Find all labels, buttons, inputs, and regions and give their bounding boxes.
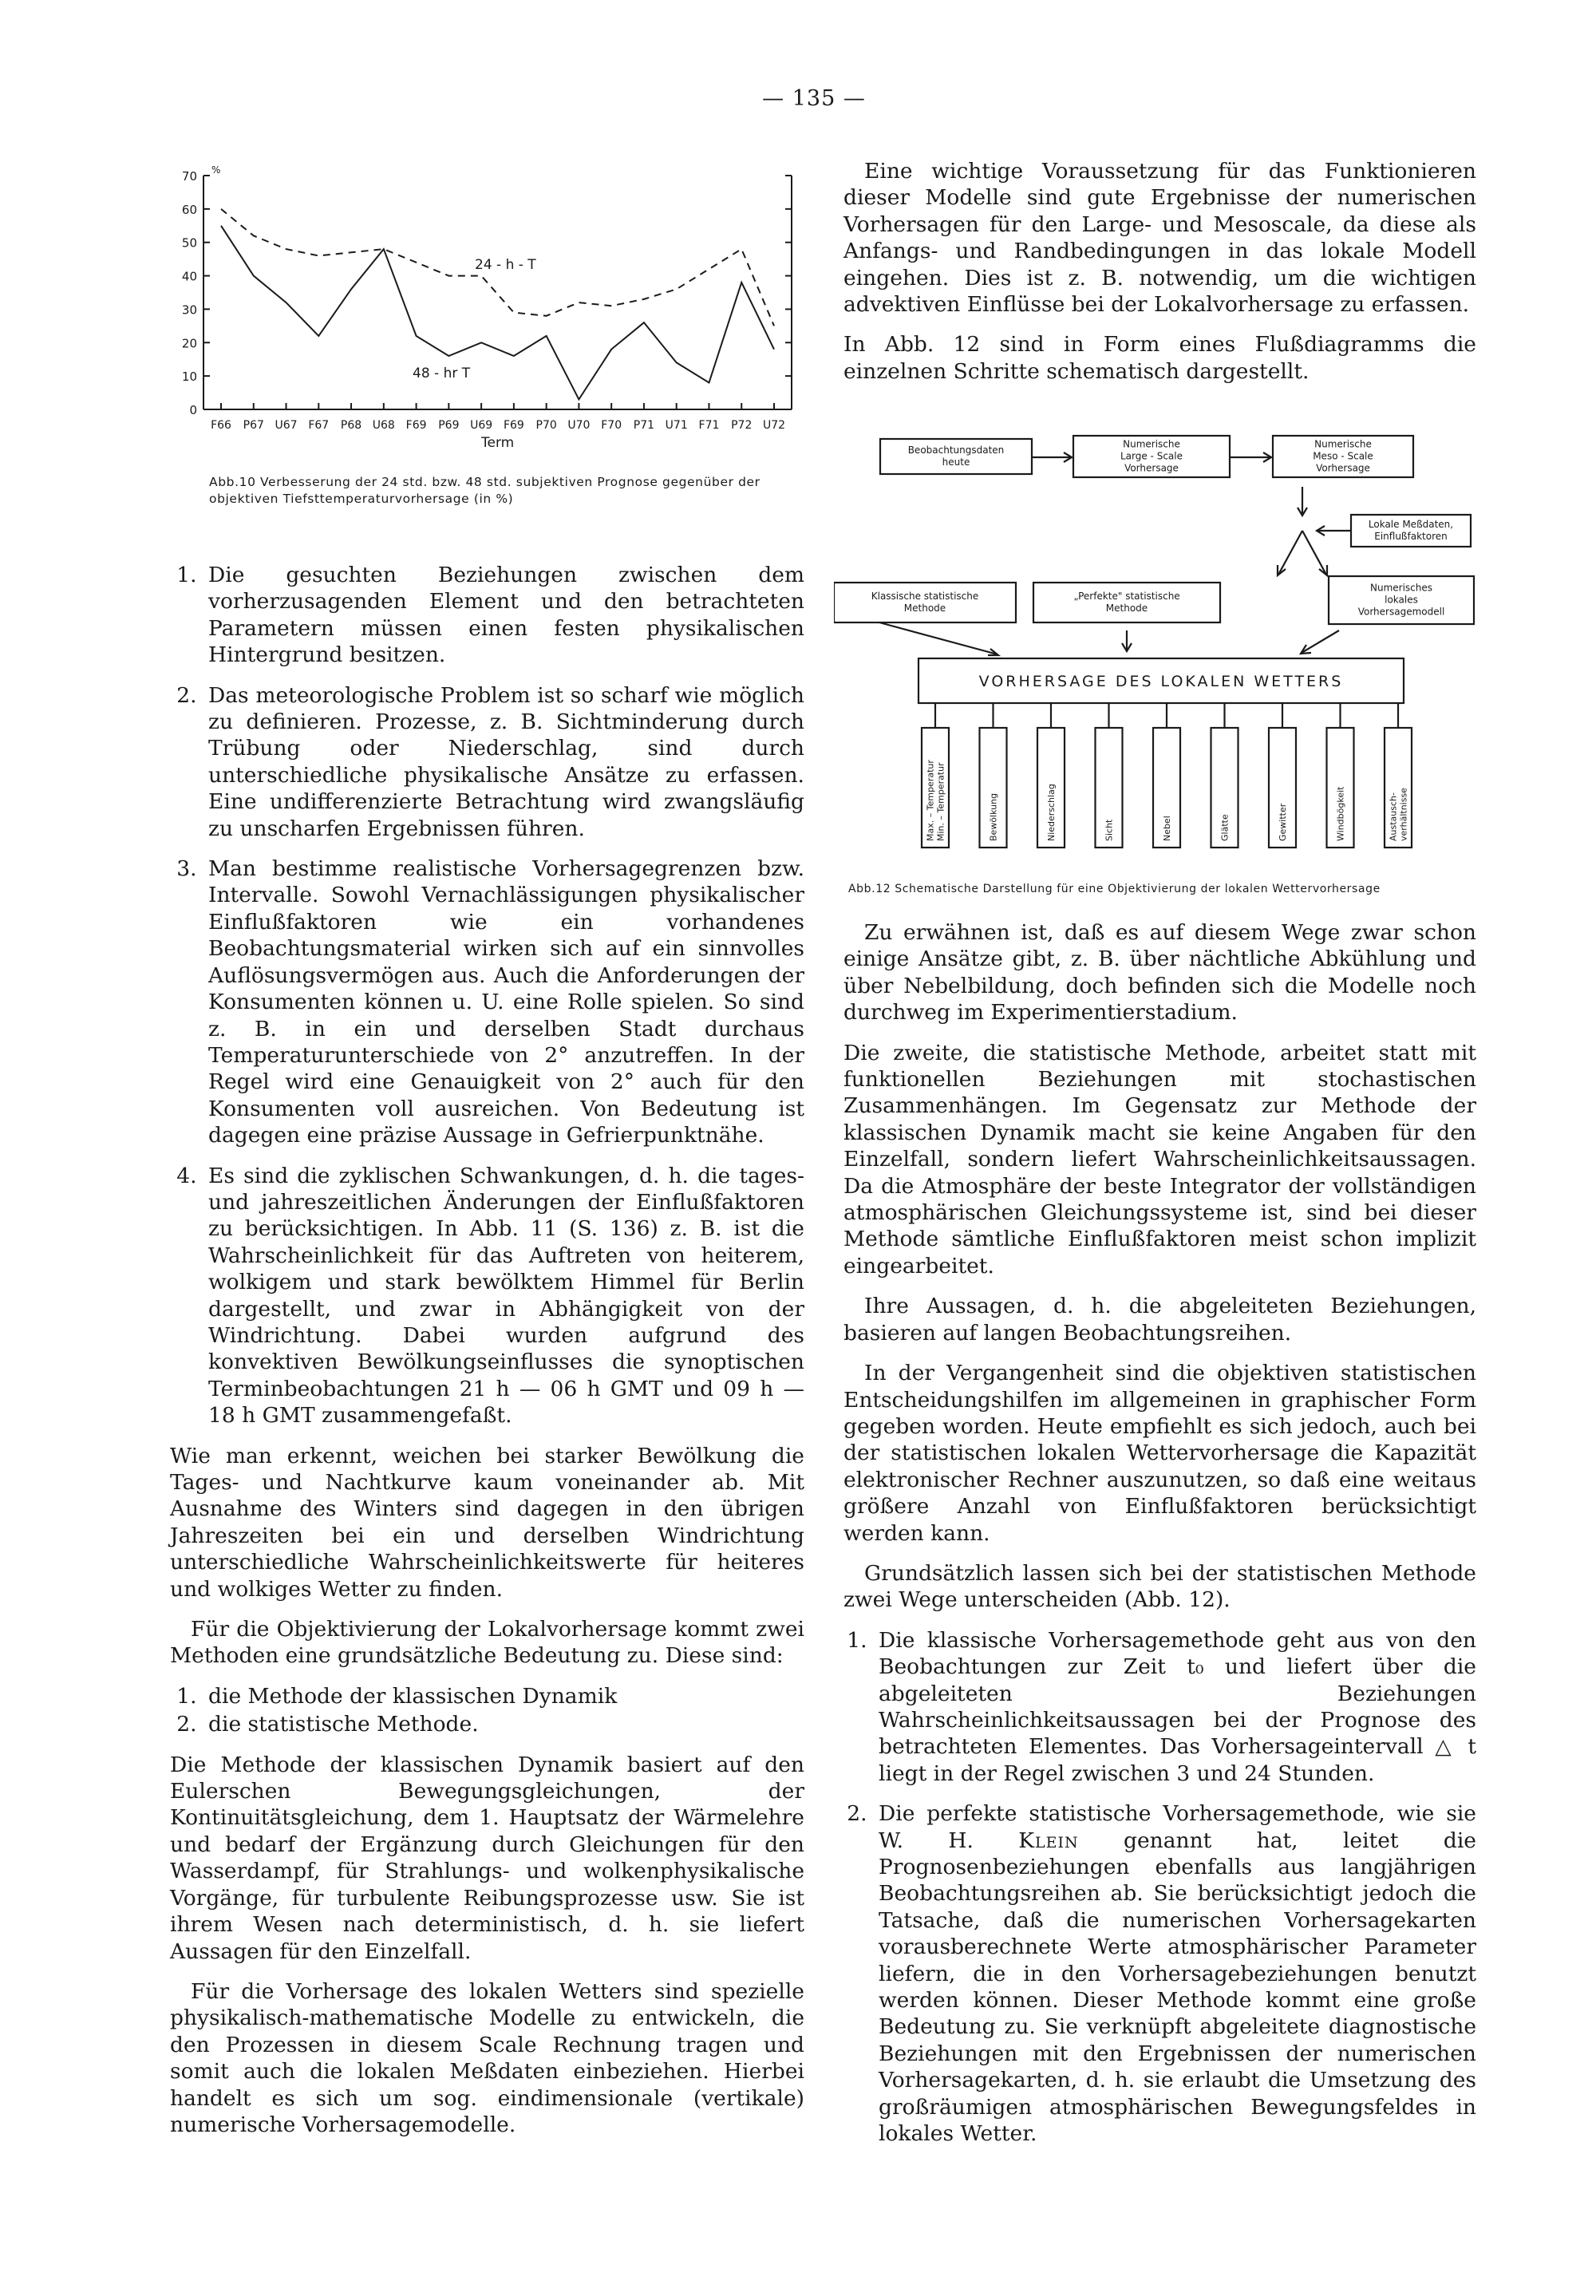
x-tick-label: U71: [665, 419, 688, 432]
box-numerisches-modell-label: Vorhersagemodell: [1357, 606, 1445, 618]
element-label: Gewitter: [1278, 803, 1288, 841]
author-name: Klein: [1018, 1828, 1079, 1853]
element-label: Min. – Temperatur: [935, 762, 946, 841]
series-line: [221, 226, 774, 400]
box-beobachtungsdaten-label: Beobachtungsdaten: [907, 445, 1005, 456]
element-box: [980, 703, 1007, 848]
box-numerisches-modell-label: Numerisches: [1369, 582, 1433, 594]
x-tick-label: F70: [601, 419, 622, 432]
y-tick-label: 30: [181, 302, 197, 318]
x-tick-label: U68: [372, 419, 395, 432]
box-klassische-methode-label: Klassische statistische: [871, 591, 979, 602]
box-large-scale-label: Vorhersage: [1124, 462, 1179, 474]
x-tick-label: U67: [275, 419, 298, 432]
element-label: Windbögkeit: [1335, 786, 1346, 841]
y-unit-mark: %: [211, 164, 221, 176]
element-label: Nebel: [1162, 816, 1172, 841]
x-tick-label: F69: [405, 419, 427, 432]
x-tick-label: P67: [243, 419, 264, 432]
x-tick-label: F71: [698, 419, 720, 432]
element-label: Glätte: [1219, 814, 1231, 841]
box-perfekte-methode-label: „Perfekte" statistische: [1073, 591, 1180, 602]
x-tick-label: U72: [762, 419, 786, 432]
paragraph: Zu erwähnen ist, daß es auf diesem Wege zwar schon einige Ansätze gibt, z. B. über nächtliche Abkühlung und über Nebelbildung, doch befinden sich die Modelle noch durchweg im Experimentierstadium.: [843, 920, 1476, 1025]
y-tick-label: 20: [181, 336, 197, 351]
box-meso-scale: [1273, 436, 1413, 477]
list-item: 1. Die klassische Vorhersagemethode geht aus von den Beobachtungen zur Zeit t₀ und liefert über die abgeleiteten Beziehungen Wahrscheinlichkeitsaussagen bei der Prognose des betrachteten Elementes. Das Vorhersageintervall △ t liegt in der Regel zwischen 3 und 24 Stunden.: [874, 1627, 1476, 1787]
figure-10-chart: [156, 164, 818, 459]
x-tick-label: P71: [633, 419, 655, 432]
methods-list: [170, 1683, 804, 1738]
element-label: Austausch-: [1388, 792, 1399, 841]
x-axis-label: Term: [481, 435, 515, 451]
element-box: [1385, 703, 1412, 848]
flow-arrows: [879, 452, 1350, 655]
series-label-48h: 48 - hr T: [413, 366, 471, 381]
list-item: 4. Es sind die zyklischen Schwankungen, d. h. die tages- und jahreszeitlichen Änderungen der Einflußfaktoren zu berücksichtigen. In Abb. 11 (S. 136) z. B. ist die Wahrscheinlichkeit für das Auftreten von heiterem, wolkigem und stark bewölktem Himmel für Berlin dargestellt, und zwar in Abhängigkeit von der Windrichtung. Dabei wurden aufgrund des konvektiven Bewölkungseinflusses die synoptischen Terminbeobachtungen 21 h — 06 h GMT und 09 h — 18 h GMT zusammengefaßt.: [203, 1163, 804, 1429]
y-tick-label: 70: [181, 169, 197, 184]
left-column: [170, 562, 804, 2152]
box-meso-scale-label: Meso - Scale: [1313, 450, 1373, 462]
x-tick-label: P68: [340, 419, 362, 432]
box-lokale-messdaten-label: Einflußfaktoren: [1374, 531, 1448, 542]
box-meso-scale-label: Numerische: [1314, 438, 1372, 450]
right-column-top: [843, 158, 1476, 398]
paragraph: Eine wichtige Voraussetzung für das Funktionieren dieser Modelle sind gute Ergebnisse der numerischen Vorhersagen für den Large- und Mesoscale, da diese als Anfangs- und Randbedingungen in das lokale Modell eingehen. Dies ist z. B. notwendig, um die wichtigen advektiven Einflüsse bei der Lokalvorhersage zu erfassen.: [843, 159, 1476, 318]
x-tick-label: U70: [567, 419, 591, 432]
box-beobachtungsdaten-label: heute: [942, 456, 970, 468]
element-box: [1037, 703, 1065, 848]
x-tick-label: P72: [731, 419, 753, 432]
box-vorhersage-lokalen-wetters: [918, 658, 1404, 703]
element-label: Niederschlag: [1046, 784, 1057, 841]
x-tick-label: F67: [308, 419, 330, 432]
element-label: verhältnisse: [1398, 788, 1409, 841]
main-box-label: VORHERSAGE DES LOKALEN WETTERS: [978, 673, 1344, 690]
series-label-24h: 24 - h - T: [475, 257, 536, 273]
x-tick-label: F66: [211, 419, 231, 432]
element-box: [1153, 703, 1180, 848]
y-tick-label: 60: [181, 202, 197, 217]
paragraph: Die zweite, die statistische Methode, arbeitet statt mit funktionellen Beziehungen mit stochastischen Zusammenhängen. Im Gegensatz zur Methode der klassischen Dynamik macht sie keine Angaben für den Einzelfall, sondern liefert Wahrscheinlichkeitsaussagen. Da die Atmosphäre der beste Integrator der vollständigen atmosphärischen Gleichungssysteme ist, sind bei dieser Methode sämtliche Einflußfaktoren meist schon implizit eingearbeitet.: [843, 1040, 1476, 1278]
list-item: 1. Die gesuchten Beziehungen zwischen dem vorherzusagenden Element und den betrachteten Parametern müssen einen festen physikalischen Hintergrund besitzen.: [203, 562, 804, 669]
statistical-methods-list: [843, 1627, 1476, 2148]
x-tick-label: P69: [438, 419, 460, 432]
box-beobachtungsdaten: [880, 439, 1032, 474]
paragraph: Grundsätzlich lassen sich bei der statistischen Methode zwei Wege unterscheiden (Abb. 12).: [843, 1560, 1476, 1613]
element-box: [1211, 703, 1238, 848]
box-lokale-messdaten: [1351, 515, 1471, 547]
element-box: [1269, 703, 1296, 848]
box-perfekte-methode: [1033, 583, 1220, 622]
box-large-scale: [1073, 436, 1230, 477]
figure-12-flow-diagram: [834, 423, 1492, 878]
paragraph: Für die Objektivierung der Lokalvorhersage kommt zwei Methoden eine grundsätzliche Bedeutung zu. Diese sind:: [170, 1617, 804, 1669]
paragraph: In Abb. 12 sind in Form eines Flußdiagramms die einzelnen Schritte schematisch dargestellt.: [843, 332, 1476, 384]
element-label: Bewölkung: [988, 792, 999, 841]
list-item: 2. die statistische Methode.: [203, 1711, 804, 1737]
figure-10-caption: Abb.10 Verbesserung der 24 std. bzw. 48 std. subjektiven Prognose gegenüber der objektiven Tiefsttemperaturvorhersage (in %): [209, 475, 760, 506]
element-box: [1327, 703, 1354, 848]
element-box: [1096, 703, 1123, 848]
x-tick-label: P70: [535, 419, 557, 432]
paragraph: In der Vergangenheit sind die objektiven statistischen Entscheidungshilfen im allgemeinen in graphischer Form gegeben worden. Heute empfiehlt es sich jedoch, auch bei der statistischen lokalen Wettervorhersage die Kapazität elektronischer Rechner auszunutzen, so daß eine weitaus größere Anzahl von Einflußfaktoren berücksichtigt werden kann.: [843, 1361, 1476, 1546]
paragraph: Ihre Aussagen, d. h. die abgeleiteten Beziehungen, basieren auf langen Beobachtungsreihen.: [843, 1294, 1476, 1346]
box-meso-scale-label: Vorhersage: [1316, 462, 1370, 474]
box-large-scale-label: Large - Scale: [1120, 450, 1183, 462]
page-number: — 135 —: [762, 86, 866, 111]
y-tick-label: 50: [181, 235, 197, 251]
list-item: 2. Das meteorologische Problem ist so scharf wie möglich zu definieren. Prozesse, z. B. Sichtminderung durch Trübung oder Niederschlag, sind durch unterschiedliche physikalische Ansätze zu erfassen. Eine undifferenzierte Betrachtung wird zwangsläufig zu unscharfen Ergebnissen führen.: [203, 682, 804, 842]
box-numerisches-modell-label: lokales: [1385, 594, 1418, 606]
y-tick-label: 0: [189, 403, 197, 417]
requirements-list: [170, 562, 804, 1429]
list-item: 1. die Methode der klassischen Dynamik: [203, 1683, 804, 1709]
box-numerisches-modell: [1329, 576, 1474, 624]
element-box: [922, 703, 949, 848]
y-tick-label: 40: [181, 269, 197, 284]
list-item-text: Die perfekte statistische Vorhersagemethode, wie sie W. H.: [879, 1801, 1476, 1853]
x-tick-label: F69: [503, 419, 524, 432]
list-item: [874, 1800, 1476, 2147]
paragraph: Die Methode der klassischen Dynamik basiert auf den Eulerschen Bewegungsgleichungen, der Kontinuitätsgleichung, dem 1. Hauptsatz der Wärmelehre und bedarf der Ergänzung durch Gleichungen für den Wasserdampf, für Strahlungs- und wolkenphysikalische Vorgänge, für turbulente Reibungsprozesse usw. Sie ist ihrem Wesen nach deterministisch, d. h. sie liefert Aussagen für den Einzelfall.: [170, 1752, 804, 1964]
right-column-bottom: [843, 919, 1476, 2160]
box-klassische-methode: [834, 583, 1016, 622]
y-tick-label: 10: [181, 369, 197, 385]
paragraph: Für die Vorhersage des lokalen Wetters sind spezielle physikalisch-mathematische Modelle zu entwickeln, die den Prozessen in diesem Scale Rechnung tragen und somit auch die lokalen Meßdaten einbeziehen. Hierbei handelt es sich um sog. eindimensionale (vertikale) numerische Vorhersagemodelle.: [170, 1978, 804, 2137]
box-lokale-messdaten-label: Lokale Meßdaten,: [1368, 519, 1454, 530]
figure-12-caption: Abb.12 Schematische Darstellung für eine Objektivierung der lokalen Wettervorhersage: [848, 883, 1381, 895]
element-label: Max. – Temperatur: [925, 760, 936, 841]
box-large-scale-label: Numerische: [1123, 438, 1180, 450]
box-klassische-methode-label: Methode: [903, 603, 946, 614]
box-perfekte-methode-label: Methode: [1105, 603, 1148, 614]
paragraph: Wie man erkennt, weichen bei starker Bewölkung die Tages- und Nachtkurve kaum voneinander ab. Mit Ausnahme des Winters sind dagegen in den übrigen Jahreszeiten bei ein und derselben Windrichtung unterschiedliche Wahrscheinlichkeitswerte für heiteres und wolkiges Wetter zu finden.: [170, 1443, 804, 1602]
element-label: Sicht: [1104, 819, 1115, 841]
list-item: 3. Man bestimme realistische Vorhersagegrenzen bzw. Intervalle. Sowohl Vernachlässigungen physikalischer Einflußfaktoren wie ein vorhandenes Beobachtungsmaterial wirken sich auf ein sinnvolles Auflösungsvermögen aus. Auch die Anforderungen der Konsumenten können u. U. eine Rolle spielen. So sind z. B. in ein und derselben Stadt durchaus Temperaturunterschiede von 2° anzutreffen. In der Regel wird eine Genauigkeit von 2° auch für den Konsumenten voll ausreichen. Von Bedeutung ist dagegen eine präzise Aussage in Gefrierpunktnähe.: [203, 856, 804, 1148]
list-item-text: genannt hat, leitet die Prognosenbeziehungen ebenfalls aus langjährigen Beobachtungsreihen ab. Sie berücksichtigt jedoch die Tatsache, daß die numerischen Vorhersagekarten vorausberechnete Werte atmosphärischer Parameter liefern, die in den Vorhersagebeziehungen benutzt werden können. Dieser Methode kommt eine große Bedeutung zu. Sie verknüpft abgeleitete diagnostische Beziehungen mit den Ergebnissen der numerischen Vorhersagekarten, d. h. sie erlaubt die Umsetzung des großräumigen atmosphärischen Bewegungsfeldes in lokales Wetter.: [879, 1828, 1476, 2147]
x-tick-label: U69: [470, 419, 493, 432]
